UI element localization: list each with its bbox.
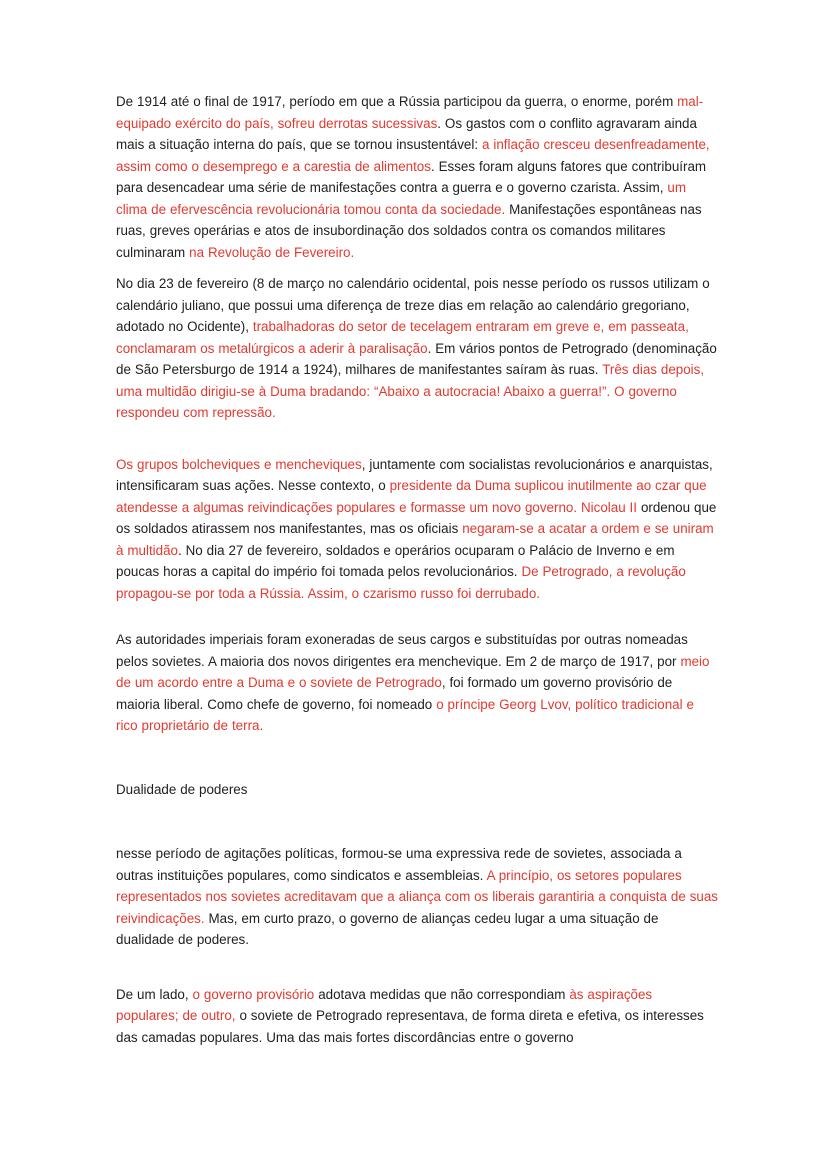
emphasized-text: Três dias depois, uma multidão dirigiu-se à Duma bradando: “Abaixo a autocracia! Abaixo a guerra!”. O governo respondeu com repressão.: [116, 362, 705, 420]
body-text: As autoridades imperiais foram exoneradas de seus cargos e substituídas por outras nomeadas pelos sovietes. A maioria dos novos dirigentes era menchevique. Em 2 de março de 1917, por: [116, 632, 688, 669]
body-text: De um lado,: [116, 986, 193, 1002]
paragraph-3: [116, 454, 718, 605]
emphasized-text: o príncipe Georg Lvov, político tradicional e rico proprietário de terra.: [116, 696, 694, 733]
emphasized-text: o governo provisório: [192, 986, 319, 1002]
body-text: o soviete de Petrogrado representava, de forma direta e efetiva, os interesses das camadas populares. Uma das mais fortes discordâncias entre o governo: [116, 1008, 704, 1045]
emphasized-text: às aspirações populares; de outro,: [116, 986, 653, 1023]
body-text: adotava medidas que não correspondiam: [318, 986, 570, 1002]
body-text: . Os gastos com o conflito agravaram ainda mais a situação interna do país, que se tornou insustentável:: [116, 115, 697, 152]
emphasized-text: Os grupos bolcheviques e mencheviques: [116, 456, 362, 472]
paragraph-1: [116, 91, 718, 263]
body-text: , foi formado um governo provisório de maioria liberal. Como chefe de governo, foi nomeado: [116, 675, 673, 712]
body-text: . Em vários pontos de Petrogrado (denominação de São Petersburgo de 1914 a 1924), milhares de manifestantes saíram às ruas.: [116, 340, 717, 377]
body-text: ordenou que os soldados atirassem nos manifestantes, mas os oficiais: [116, 499, 717, 536]
emphasized-text: A princípio, os setores populares representados nos sovietes acreditavam que a aliança com os liberais garantiria a conquista de suas reivindicações.: [116, 867, 718, 926]
emphasized-text: um clima de efervescência revolucionária tomou conta da sociedade.: [116, 180, 686, 217]
emphasized-text: presidente da Duma suplicou inutilmente ao czar que atendesse a algumas reivindicações populares e formasse um novo governo. Nicolau II: [116, 478, 707, 515]
paragraph-2: [116, 273, 718, 424]
body-text: No dia 23 de fevereiro (8 de março no calendário ocidental, pois nesse período os russos utilizam o calendário juliano, que possui uma diferença de treze dias em relação ao calendário gregoriano, adotado no Ocidente),: [116, 276, 710, 334]
emphasized-text: mal-equipado exército do país, sofreu derrotas sucessivas: [116, 94, 704, 131]
emphasized-text: a inflação cresceu desenfreadamente, assim como o desemprego e a carestia de alimentos: [116, 137, 710, 174]
body-text: Manifestações espontâneas nas ruas, greves operárias e atos de insubordinação dos soldados contra os comandos militares culminaram: [116, 201, 702, 260]
emphasized-text: negaram-se a acatar a ordem e se uniram à multidão: [116, 521, 714, 558]
body-text: Dualidade de poderes: [116, 781, 248, 797]
body-text: Mas, em curto prazo, o governo de alianças cedeu lugar a uma situação de dualidade de poderes.: [116, 910, 659, 947]
body-text: . Esses foram alguns fatores que contribuíram para desencadear uma série de manifestações contra a guerra e o governo czarista. Assim,: [116, 158, 707, 195]
paragraph-6: [116, 984, 718, 1049]
section-heading: [116, 779, 718, 801]
body-text: . No dia 27 de fevereiro, soldados e operários ocuparam o Palácio de Inverno e em poucas horas a capital do império foi tomada pelos revolucionários.: [116, 542, 675, 579]
emphasized-text: trabalhadoras do setor de tecelagem entraram em greve e, em passeata, conclamaram os metalúrgicos a aderir à paralisação: [116, 319, 689, 356]
body-text: De 1914 até o final de 1917, período em que a Rússia participou da guerra, o enorme, porém: [116, 94, 678, 109]
body-text: nesse período de agitações políticas, formou-se uma expressiva rede de sovietes, associada a outras instituições populares, como sindicatos e assembleias.: [116, 846, 682, 883]
body-text: , juntamente com socialistas revolucionários e anarquistas, intensificaram suas ações. Nesse contexto, o: [116, 456, 713, 493]
paragraph-5: [116, 843, 718, 951]
emphasized-text: meio de um acordo entre a Duma e o soviete de Petrogrado: [116, 653, 710, 690]
paragraph-4: [116, 629, 718, 737]
emphasized-text: na Revolução de Fevereiro.: [189, 244, 355, 260]
emphasized-text: De Petrogrado, a revolução propagou-se por toda a Rússia. Assim, o czarismo russo foi derrubado.: [116, 564, 686, 601]
